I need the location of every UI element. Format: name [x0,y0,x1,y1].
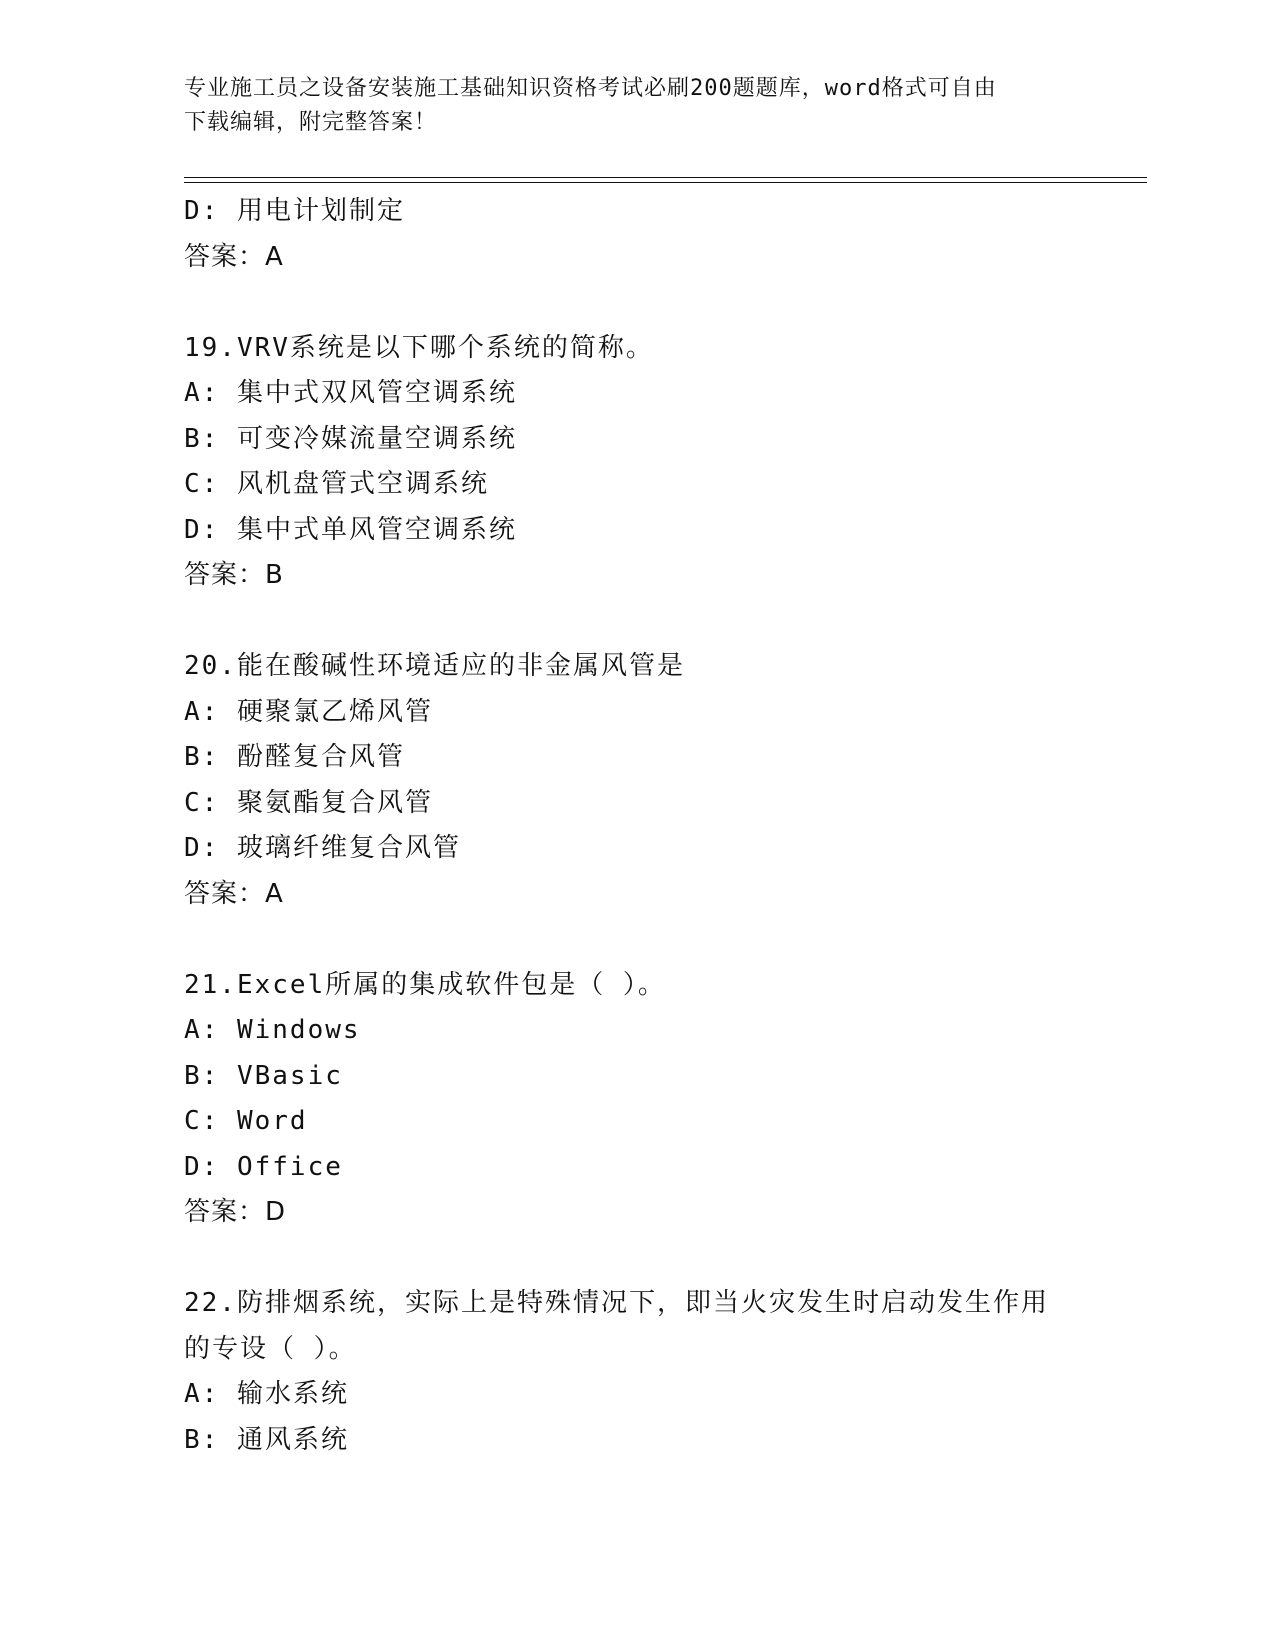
question-stem: 20.能在酸碱性环境适应的非金属风管是 [184,651,685,681]
question-20 [184,644,1084,917]
spacer [184,599,1084,645]
question-stem: 19.VRV系统是以下哪个系统的简称。 [184,332,654,363]
question-stem-line-1: 22.防排烟系统，实际上是特殊情况下，即当火灾发生时启动发生作用 [184,1288,1049,1318]
prev-option-d: D: 用电计划制定 [184,196,405,226]
option-d: D: 玻璃纤维复合风管 [184,833,461,863]
question-21 [184,963,1084,1236]
header-divider-bottom [184,182,1147,183]
question-stem: 21.Excel所属的集成软件包是（ ）。 [184,969,666,1000]
document-header [184,72,1064,140]
header-line-1: 专业施工员之设备安装施工基础知识资格考试必刷200题题库，word格式可自由 [184,76,997,101]
header-line-2: 下载编辑，附完整答案！ [184,110,438,135]
option-d: D: 集中式单风管空调系统 [184,514,517,545]
option-d: D: Office [184,1151,343,1182]
answer: 答案：A [184,878,284,909]
option-b: B: VBasic [184,1060,343,1091]
spacer [184,1236,1084,1282]
option-b: B: 通风系统 [184,1424,349,1455]
spacer [184,917,1084,963]
answer: 答案：B [184,560,284,590]
question-stem-line-2: 的专设（ ）。 [184,1333,357,1364]
option-c: C: Word [184,1106,308,1136]
option-a: A: 集中式双风管空调系统 [184,378,517,408]
prev-answer: 答案：A [184,241,284,272]
question-22 [184,1281,1084,1463]
answer: 答案：D [184,1197,287,1227]
header-divider-top [184,177,1147,178]
option-a: A: 输水系统 [184,1379,349,1409]
option-c: C: 风机盘管式空调系统 [184,469,489,499]
question-list [184,189,1084,1463]
option-c: C: 聚氨酯复合风管 [184,787,433,818]
spacer [184,280,1084,326]
question-19 [184,326,1084,599]
option-a: A: Windows [184,1015,361,1045]
option-b: B: 可变冷媒流量空调系统 [184,423,517,454]
option-a: A: 硬聚氯乙烯风管 [184,696,433,727]
option-b: B: 酚醛复合风管 [184,742,405,772]
